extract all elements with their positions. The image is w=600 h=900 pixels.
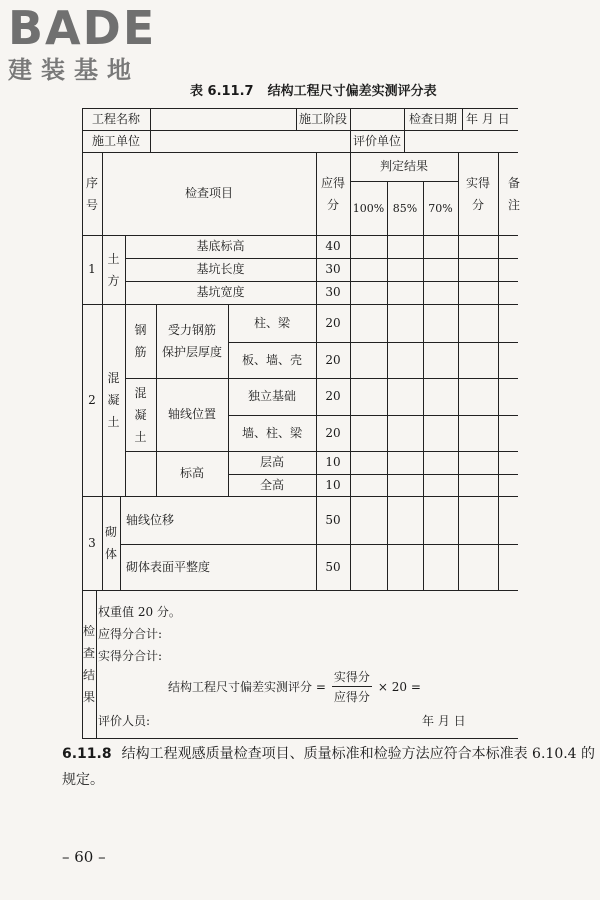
earth-item-score: 40 (325, 239, 341, 253)
earth-item-label: 基坑宽度 (196, 285, 245, 299)
elev-row-label: 层高 (259, 455, 284, 469)
evaluation-date: 年 月 日 (422, 714, 466, 728)
item-header: 检查项目 (184, 186, 233, 200)
elevation-label: 标高 (179, 466, 204, 480)
axis-row-score: 20 (325, 425, 341, 440)
masonry-row-score: 50 (325, 512, 341, 527)
formula-numerator: 实得分 (332, 668, 372, 687)
earth-item-score: 30 (325, 262, 341, 276)
seq-header: 序 号 (85, 175, 98, 212)
inspection-date-value: 年 月 日 (466, 111, 510, 126)
earth-item-label: 基坑长度 (196, 262, 245, 276)
axis-row-label: 墙、柱、梁 (241, 425, 302, 440)
masonry-name: 砌 体 (104, 525, 117, 561)
page-number: – 60 – (62, 848, 106, 866)
concrete-name: 混 凝 土 (107, 371, 120, 429)
section-text: 结构工程观感质量检查项目、质量标准和检验方法应符合本标准表 6.10.4 的规定。 (62, 746, 596, 788)
table-number: 表 6.11.7 (190, 84, 254, 99)
cover-row-label: 板、墙、壳 (241, 352, 302, 367)
logo-subtitle: 建装基地 (8, 56, 140, 84)
cover-thickness-label: 受力钢筋 保护层厚度 (161, 323, 222, 359)
earth-item-score: 30 (325, 285, 341, 299)
remark-header: 备 注 (508, 175, 521, 212)
formula-label: 结构工程尺寸偏差实测评分 = (168, 680, 326, 694)
section-number: 6.11.8 (62, 746, 112, 762)
masonry-row-label: 轴线位移 (126, 512, 175, 527)
p70-header: 70% (428, 201, 453, 215)
score-formula (168, 668, 421, 705)
masonry-row-score: 50 (325, 559, 341, 574)
formula-tail: × 20 = (377, 679, 421, 694)
axis-row-score: 20 (325, 389, 341, 403)
concrete-sub-label: 混 凝 土 (134, 385, 147, 444)
evaluation-unit-label: 评价单位 (352, 133, 401, 148)
earth-item-label: 基底标高 (196, 239, 245, 253)
masonry-seq: 3 (88, 535, 96, 550)
evaluator-label: 评价人员: (98, 714, 151, 728)
project-name-label: 工程名称 (91, 111, 140, 126)
actual-score-header: 实得 分 (465, 175, 490, 212)
section-paragraph (62, 741, 600, 793)
elev-row-score: 10 (325, 455, 341, 469)
elev-row-label: 全高 (259, 477, 284, 492)
table-title-text: 结构工程尺寸偏差实测评分表 (267, 84, 437, 99)
concrete-seq: 2 (88, 392, 96, 407)
logo-text: BADE (8, 1, 157, 55)
actual-total: 实得分合计: (98, 649, 163, 663)
earth-name: 土 方 (107, 251, 120, 288)
judgement-header: 判定结果 (379, 159, 428, 173)
weight-text: 权重值 20 分。 (98, 605, 181, 619)
earth-seq: 1 (88, 262, 96, 276)
rebar-label: 钢 筋 (134, 323, 147, 359)
p100-header: 100% (352, 201, 385, 215)
expected-score-header: 应得 分 (320, 175, 345, 212)
inspection-date-label: 检查日期 (408, 111, 457, 126)
elev-row-score: 10 (325, 477, 341, 492)
cover-row-score: 20 (325, 315, 341, 330)
cover-row-score: 20 (325, 352, 341, 367)
p85-header: 85% (392, 201, 418, 215)
axis-row-label: 独立基础 (247, 389, 296, 403)
cover-row-label: 柱、梁 (253, 315, 290, 330)
masonry-row-label: 砌体表面平整度 (126, 559, 211, 574)
result-label: 检 查 结 果 (82, 624, 95, 704)
construction-stage-label: 施工阶段 (298, 111, 347, 126)
formula-fraction (332, 668, 372, 705)
formula-denominator: 应得分 (333, 690, 370, 704)
expected-total: 应得分合计: (98, 627, 163, 641)
axis-position-label: 轴线位置 (167, 407, 216, 421)
construction-unit-label: 施工单位 (91, 133, 140, 148)
